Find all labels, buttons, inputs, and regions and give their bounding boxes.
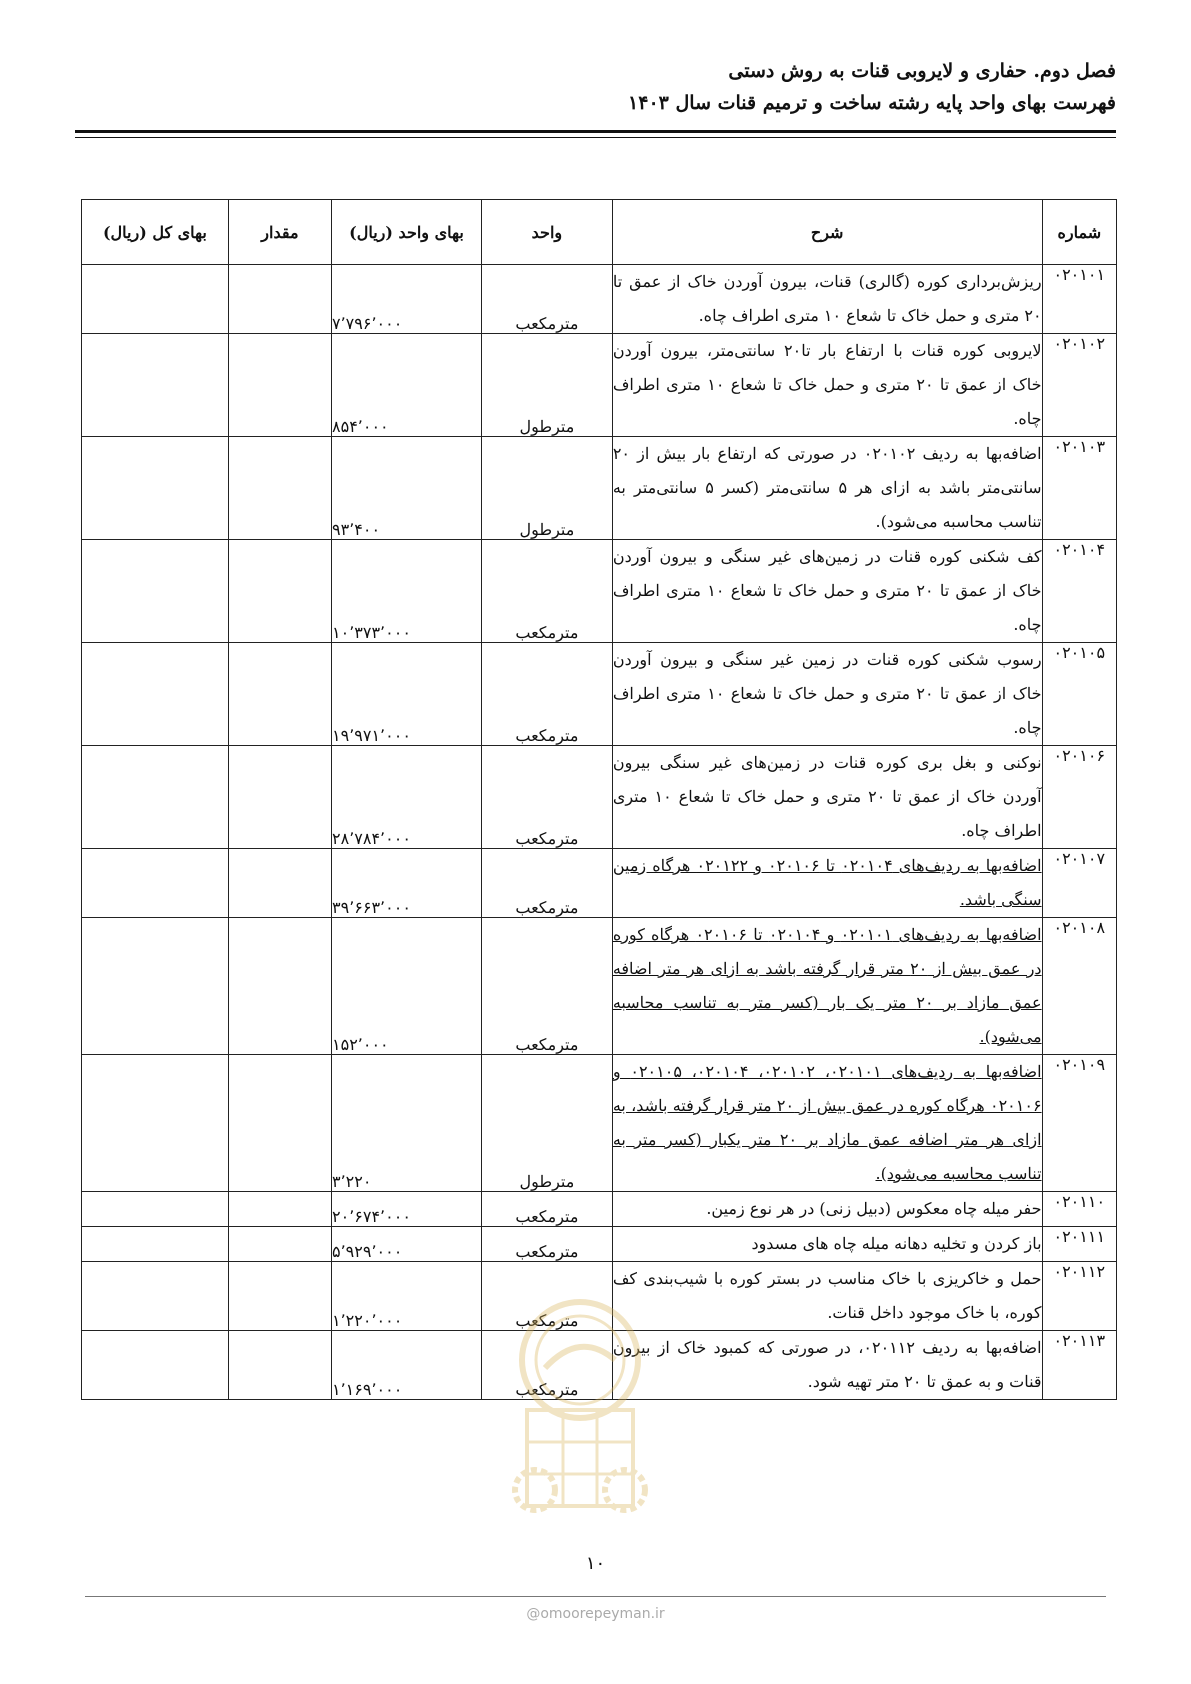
table-row — [82, 1331, 1117, 1400]
table-row — [82, 437, 1117, 540]
row-total-price — [82, 1262, 229, 1331]
row-total-price — [82, 918, 229, 1055]
row-total-price — [82, 334, 229, 437]
row-code: ۰۲۰۱۰۲ — [1042, 334, 1116, 437]
row-quantity — [228, 643, 331, 746]
row-code: ۰۲۰۱۰۵ — [1042, 643, 1116, 746]
page-header — [628, 55, 1116, 119]
row-total-price — [82, 1227, 229, 1262]
row-description-text: اضافه‌بها به ردیف‌های ۰۲۰۱۰۱ و ۰۲۰۱۰۴ تا ۰۲۰۱۰۶ هرگاه کوره در عمق بیش از ۲۰ متر قرار گرفته باشد به ازای هر متر اضافه عمق مازاد بر ۲۰ متر یک بار (کسر متر به تناسب محاسبه می‌شود). — [612, 925, 1042, 1046]
row-quantity — [228, 1055, 331, 1192]
table-row — [82, 918, 1117, 1055]
row-description: حفر میله چاه معکوس (دبیل زنی) در هر نوع زمین. — [612, 1192, 1042, 1227]
row-code: ۰۲۰۱۰۴ — [1042, 540, 1116, 643]
row-unit-price: ۲۸٬۷۸۴٬۰۰۰ — [332, 746, 482, 849]
table-row — [82, 265, 1117, 334]
footer-rule — [85, 1596, 1106, 1597]
row-total-price — [82, 1055, 229, 1192]
row-quantity — [228, 265, 331, 334]
table-row — [82, 334, 1117, 437]
row-code: ۰۲۰۱۰۱ — [1042, 265, 1116, 334]
row-description — [612, 849, 1042, 918]
row-description: نوکنی و بغل بری کوره قنات در زمین‌های غیر سنگی بیرون آوردن خاک از عمق تا ۲۰ متری و حمل خاک تا شعاع ۱۰ متری اطراف چاه. — [612, 746, 1042, 849]
row-unit: مترمکعب — [481, 643, 612, 746]
row-unit-price: ۸۵۴٬۰۰۰ — [332, 334, 482, 437]
row-code: ۰۲۰۱۰۸ — [1042, 918, 1116, 1055]
row-unit: مترمکعب — [481, 1262, 612, 1331]
row-code: ۰۲۰۱۰۹ — [1042, 1055, 1116, 1192]
row-unit: مترمکعب — [481, 265, 612, 334]
row-quantity — [228, 1227, 331, 1262]
row-total-price — [82, 437, 229, 540]
table-row — [82, 746, 1117, 849]
row-description: اضافه‌بها به ردیف ۰۲۰۱۱۲، در صورتی که کمبود خاک از بیرون قنات و به عمق تا ۲۰ متر تهیه شود. — [612, 1331, 1042, 1400]
row-unit-price: ۱۵۲٬۰۰۰ — [332, 918, 482, 1055]
row-total-price — [82, 1331, 229, 1400]
chapter-title: فصل دوم. حفاری و لایروبی قنات به روش دستی — [728, 60, 1116, 82]
row-total-price — [82, 849, 229, 918]
website-watermark: @omoorepeyman.ir — [526, 1606, 665, 1622]
row-unit-price: ۷٬۷۹۶٬۰۰۰ — [332, 265, 482, 334]
row-unit-price: ۹۳٬۴۰۰ — [332, 437, 482, 540]
row-unit: مترمکعب — [481, 918, 612, 1055]
row-description: اضافه‌بها به ردیف ۰۲۰۱۰۲ در صورتی که ارتفاع بار بیش از ۲۰ سانتی‌متر باشد به ازای هر ۵ سانتی‌متر (کسر ۵ سانتی‌متر به تناسب محاسبه می‌شود). — [612, 437, 1042, 540]
row-code: ۰۲۰۱۱۲ — [1042, 1262, 1116, 1331]
row-unit: مترمکعب — [481, 540, 612, 643]
row-code: ۰۲۰۱۰۶ — [1042, 746, 1116, 849]
row-unit-price: ۵٬۹۲۹٬۰۰۰ — [332, 1227, 482, 1262]
table-row — [82, 643, 1117, 746]
row-quantity — [228, 334, 331, 437]
row-quantity — [228, 540, 331, 643]
row-code: ۰۲۰۱۱۰ — [1042, 1192, 1116, 1227]
row-description: لایروبی کوره قنات با ارتفاع بار تا۲۰ سانتی‌متر، بیرون آوردن خاک از عمق تا ۲۰ متری و حمل خاک تا شعاع ۱۰ متری اطراف چاه. — [612, 334, 1042, 437]
table-row — [82, 1227, 1117, 1262]
row-unit: مترمکعب — [481, 1192, 612, 1227]
header-rule-thin — [75, 137, 1116, 138]
row-total-price — [82, 746, 229, 849]
row-quantity — [228, 1262, 331, 1331]
row-description: حمل و خاکریزی با خاک مناسب در بستر کوره با شیب‌بندی کف کوره، با خاک موجود داخل قنات. — [612, 1262, 1042, 1331]
column-header-unit-price: بهای واحد (ریال) — [332, 200, 482, 265]
row-description: ریزش‌برداری کوره (گالری) قنات، بیرون آوردن خاک از عمق تا ۲۰ متری و حمل خاک تا شعاع ۱۰ متری اطراف چاه. — [612, 265, 1042, 334]
column-header-unit: واحد — [481, 200, 612, 265]
row-code: ۰۲۰۱۱۱ — [1042, 1227, 1116, 1262]
row-quantity — [228, 746, 331, 849]
price-list-table — [81, 199, 1117, 1400]
row-unit-price: ۲۰٬۶۷۴٬۰۰۰ — [332, 1192, 482, 1227]
row-description: رسوب شکنی کوره قنات در زمین غیر سنگی و بیرون آوردن خاک از عمق تا ۲۰ متری و حمل خاک تا شعاع ۱۰ متری اطراف چاه. — [612, 643, 1042, 746]
row-description: کف شکنی کوره قنات در زمین‌های غیر سنگی و بیرون آوردن خاک از عمق تا ۲۰ متری و حمل خاک تا شعاع ۱۰ متری اطراف چاه. — [612, 540, 1042, 643]
row-description: باز کردن و تخلیه دهانه میله چاه های مسدود — [612, 1227, 1042, 1262]
row-unit-price: ۱٬۱۶۹٬۰۰۰ — [332, 1331, 482, 1400]
row-unit-price: ۱۰٬۳۷۳٬۰۰۰ — [332, 540, 482, 643]
row-code: ۰۲۰۱۰۷ — [1042, 849, 1116, 918]
row-quantity — [228, 918, 331, 1055]
row-total-price — [82, 1192, 229, 1227]
row-total-price — [82, 643, 229, 746]
row-unit-price: ۳٬۲۲۰ — [332, 1055, 482, 1192]
table-row — [82, 849, 1117, 918]
row-quantity — [228, 1331, 331, 1400]
row-unit: مترمکعب — [481, 746, 612, 849]
column-header-quantity: مقدار — [228, 200, 331, 265]
table-row — [82, 1055, 1117, 1192]
row-unit: مترطول — [481, 437, 612, 540]
table-body — [82, 265, 1117, 1400]
row-unit-price: ۱۹٬۹۷۱٬۰۰۰ — [332, 643, 482, 746]
row-description-text: اضافه‌بها به ردیف‌های ۰۲۰۱۰۱، ۰۲۰۱۰۲، ۰۲۰۱۰۴، ۰۲۰۱۰۵ و ۰۲۰۱۰۶ هرگاه کوره در عمق بیش از ۲۰ متر قرار گرفته باشد، به ازای هر متر اضافه عمق مازاد بر ۲۰ متر یکبار (کسر متر به تناسب محاسبه می‌شود). — [612, 1062, 1042, 1183]
row-total-price — [82, 540, 229, 643]
column-header-total-price: بهای کل (ریال) — [82, 200, 229, 265]
table-row — [82, 1262, 1117, 1331]
row-quantity — [228, 437, 331, 540]
table-row — [82, 1192, 1117, 1227]
row-description — [612, 918, 1042, 1055]
table-header-row — [82, 200, 1117, 265]
table-row — [82, 540, 1117, 643]
row-total-price — [82, 265, 229, 334]
row-code: ۰۲۰۱۱۳ — [1042, 1331, 1116, 1400]
page-number: ۱۰ — [585, 1553, 606, 1574]
list-title: فهرست بهای واحد پایه رشته ساخت و ترمیم قنات سال ۱۴۰۳ — [628, 92, 1116, 114]
column-header-description: شرح — [612, 200, 1042, 265]
row-description — [612, 1055, 1042, 1192]
row-unit-price: ۱٬۲۲۰٬۰۰۰ — [332, 1262, 482, 1331]
column-header-code: شماره — [1042, 200, 1116, 265]
row-unit-price: ۳۹٬۶۶۳٬۰۰۰ — [332, 849, 482, 918]
row-quantity — [228, 849, 331, 918]
row-unit: مترمکعب — [481, 849, 612, 918]
row-unit: مترطول — [481, 1055, 612, 1192]
row-unit: مترمکعب — [481, 1227, 612, 1262]
row-quantity — [228, 1192, 331, 1227]
header-rule-thick — [75, 130, 1116, 133]
row-unit: مترطول — [481, 334, 612, 437]
row-code: ۰۲۰۱۰۳ — [1042, 437, 1116, 540]
row-unit: مترمکعب — [481, 1331, 612, 1400]
row-description-text: اضافه‌بها به ردیف‌های ۰۲۰۱۰۴ تا ۰۲۰۱۰۶ و ۰۲۰۱۲۲ هرگاه زمین سنگی باشد. — [612, 856, 1042, 909]
